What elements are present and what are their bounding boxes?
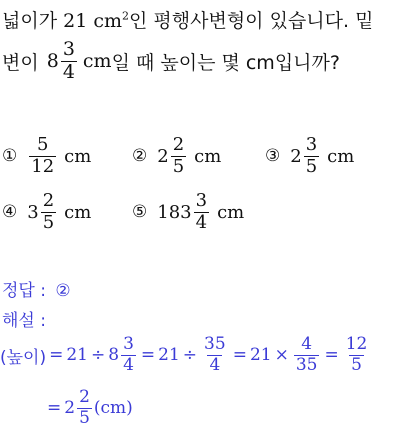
question-line-1 [2, 6, 373, 33]
option-1[interactable] [2, 136, 91, 177]
fraction-numerator: 3 [62, 38, 75, 60]
fraction-numerator: 3 [195, 190, 208, 211]
option-unit: cm [217, 201, 245, 223]
fraction-numerator: 12 [345, 334, 368, 354]
question-line-2 [2, 40, 340, 83]
fraction-numerator: 35 [204, 334, 226, 354]
solution-line-1 [0, 336, 371, 375]
solution-line-2 [44, 389, 133, 428]
fraction-numerator: 3 [305, 134, 318, 155]
option-whole: 3 [27, 201, 39, 223]
option-3[interactable] [265, 136, 354, 177]
fraction-denominator: 4 [123, 354, 134, 375]
option-whole: 2 [157, 145, 169, 167]
question-text: 변이 [2, 51, 39, 74]
equals-sign: = [232, 345, 247, 366]
fraction-denominator: 4 [209, 354, 221, 375]
option-2[interactable] [132, 136, 221, 177]
base-fraction [61, 40, 77, 83]
base-unit: cm [82, 50, 112, 73]
term: 21 [66, 345, 88, 366]
option-fraction [171, 136, 186, 177]
option-unit: cm [327, 145, 355, 167]
option-fraction [194, 192, 209, 233]
result-fraction [77, 389, 92, 428]
option-marker: ① [2, 146, 18, 167]
fraction-denominator: 5 [172, 155, 185, 177]
area-value: 21 [63, 10, 88, 32]
answer-value: ② [55, 281, 71, 301]
area-unit: cm [93, 10, 123, 32]
fraction [121, 336, 136, 375]
fraction-numerator: 2 [172, 134, 185, 155]
option-fraction [41, 192, 56, 233]
times-sign: × [274, 345, 289, 366]
divide-sign: ÷ [91, 345, 106, 366]
option-marker: ③ [265, 146, 281, 167]
option-whole: 2 [290, 145, 302, 167]
term: 21 [158, 345, 180, 366]
option-whole: 183 [157, 201, 192, 223]
question-text: 넓이가 [2, 10, 58, 32]
equals-sign: = [49, 345, 64, 366]
answer-label: 정답 : [2, 281, 46, 301]
fraction [294, 336, 320, 375]
option-fraction [304, 136, 319, 177]
equals-sign: = [324, 345, 339, 366]
solution-label: 해설 : [2, 311, 46, 331]
equals-sign: = [47, 398, 62, 419]
fraction-denominator: 5 [305, 155, 318, 177]
fraction [344, 336, 370, 375]
option-unit: cm [64, 201, 92, 223]
fraction-numerator: 5 [36, 134, 49, 155]
fraction-numerator: 4 [301, 334, 313, 354]
question-text: 인 평행사변형이 있습니다. 밑 [129, 10, 374, 32]
base-whole: 8 [46, 50, 59, 73]
option-marker: ② [132, 146, 148, 167]
result-unit: (cm) [93, 398, 133, 419]
option-unit: cm [64, 145, 92, 167]
fraction-numerator: 2 [79, 387, 90, 407]
fraction-denominator: 5 [42, 211, 55, 233]
fraction-numerator: 2 [42, 190, 55, 211]
option-fraction [29, 136, 56, 177]
fraction-denominator: 35 [295, 354, 318, 375]
term: 21 [249, 345, 272, 366]
option-5[interactable] [132, 192, 244, 233]
fraction [202, 336, 228, 375]
answer-line [2, 276, 71, 301]
option-marker: ⑤ [132, 202, 148, 223]
option-unit: cm [194, 145, 222, 167]
fraction-denominator: 5 [79, 407, 90, 428]
term-whole: 8 [108, 345, 120, 366]
fraction-denominator: 4 [195, 211, 208, 233]
fraction-denominator: 5 [351, 354, 362, 375]
height-term: (높이) [0, 347, 47, 368]
option-marker: ④ [2, 202, 18, 223]
question-text: 일 때 높이는 몇 cm입니까? [111, 51, 340, 74]
equals-sign: = [140, 345, 156, 366]
fraction-denominator: 12 [31, 155, 55, 177]
fraction-denominator: 4 [62, 60, 75, 83]
area-exponent: 2 [122, 9, 130, 23]
result-whole: 2 [64, 398, 76, 419]
fraction-numerator: 3 [123, 334, 134, 354]
option-4[interactable] [2, 192, 91, 233]
divide-sign: ÷ [182, 345, 198, 366]
